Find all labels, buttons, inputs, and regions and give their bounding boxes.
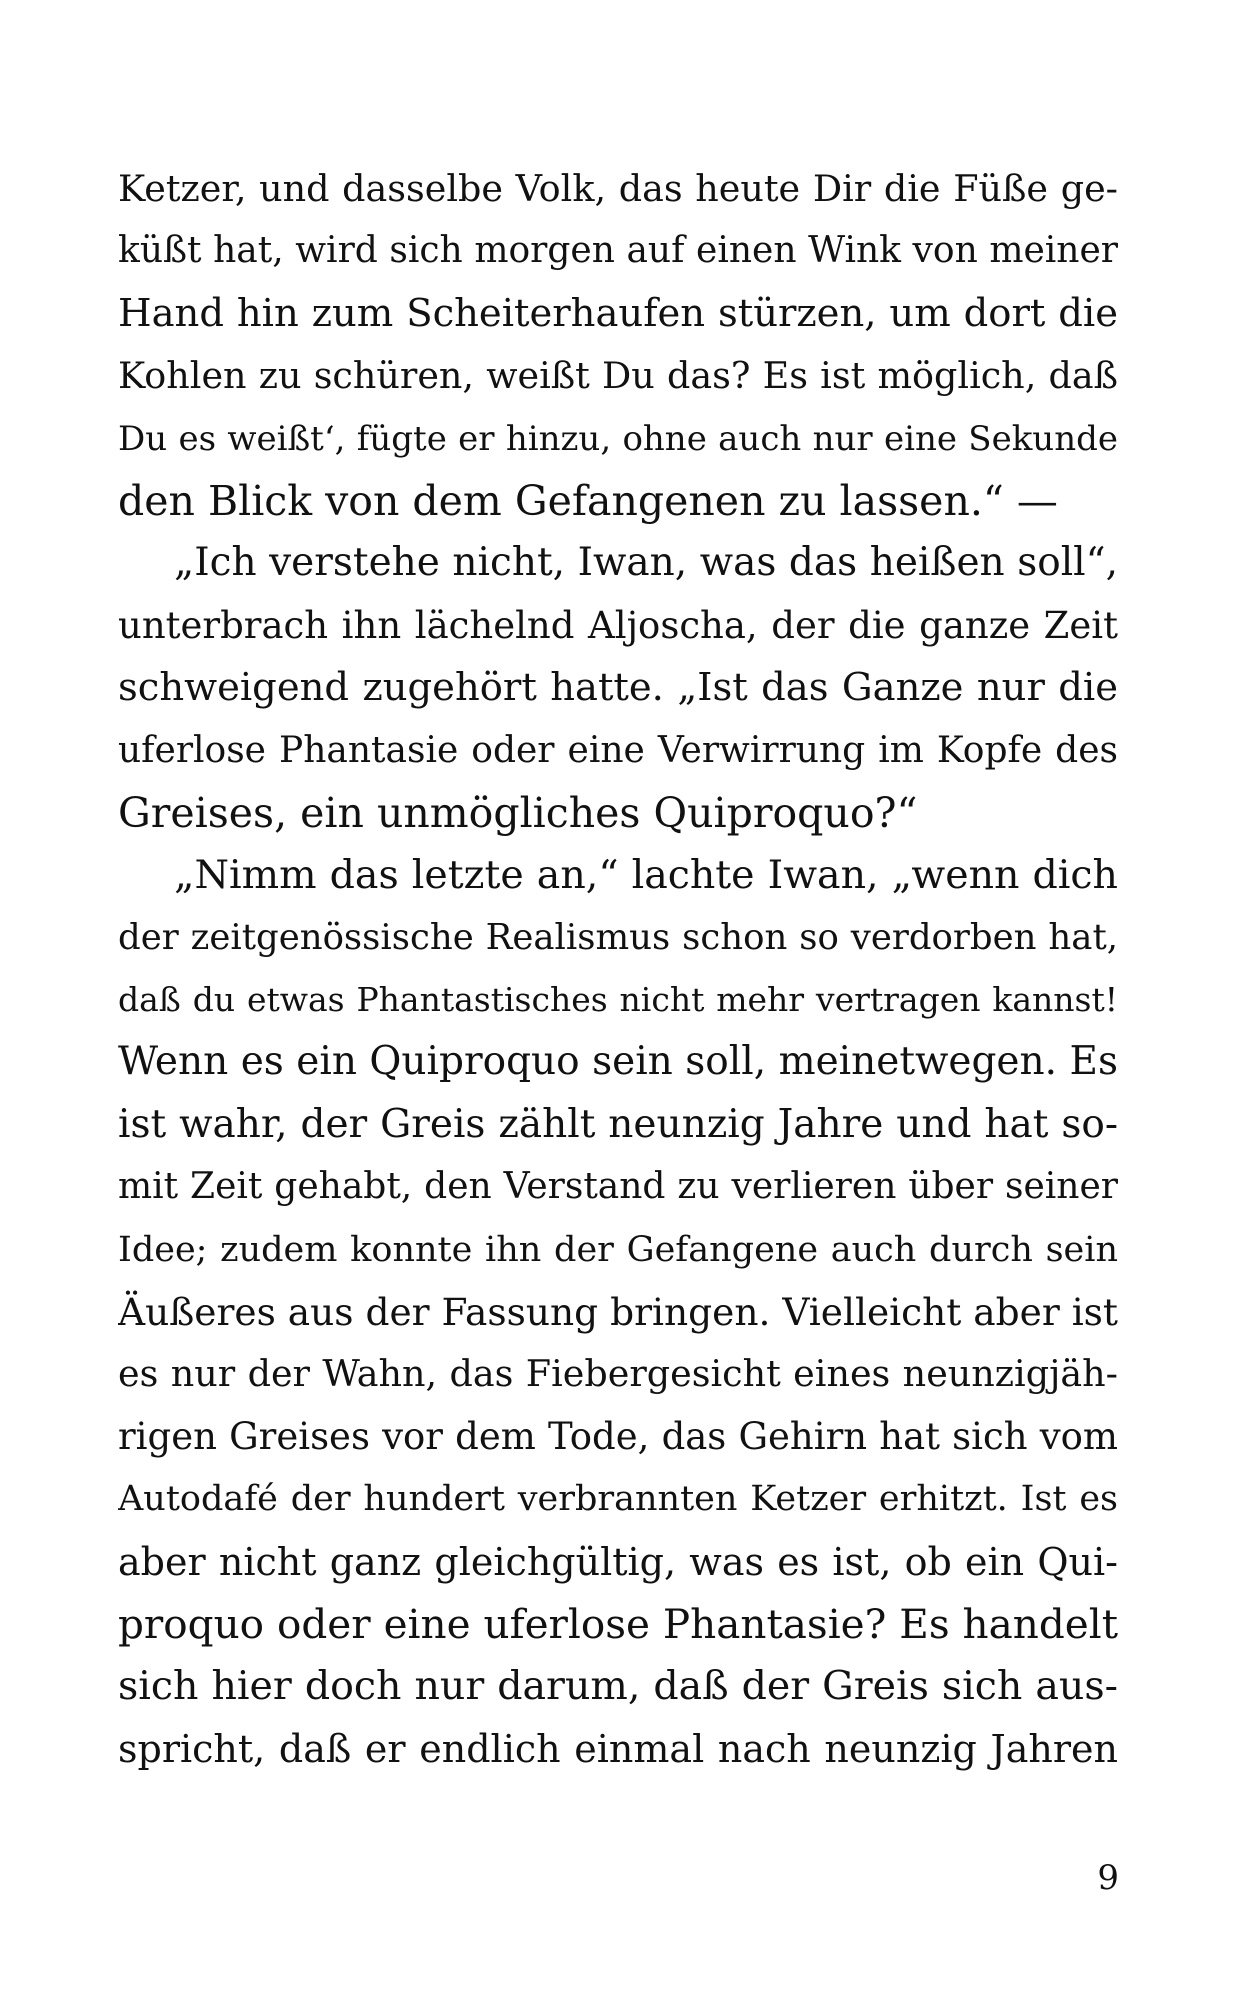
page-number: 9 xyxy=(1097,1858,1119,1898)
text-line: es nur der Wahn, das Fiebergesicht eines neunzigjäh- xyxy=(118,1352,1118,1396)
text-line: Autodafé der hundert verbrannten Ketzer erhitzt. Ist es xyxy=(118,1479,1118,1520)
text-line: daß du etwas Phantastisches nicht mehr vertragen kannst! xyxy=(118,980,1118,1020)
text-line: ist wahr, der Greis zählt neunzig Jahre und hat so- xyxy=(118,1101,1118,1147)
text-line: den Blick von dem Gefangenen zu lassen.“ — xyxy=(118,476,1058,525)
text-line: proquo oder eine uferlose Phantasie? Es handelt xyxy=(118,1599,1118,1648)
text-line: Äußeres aus der Fassung bringen. Vielleicht aber ist xyxy=(118,1290,1118,1335)
text-line: Du es weißt‘, fügte er hinzu, ohne auch nur eine Sekunde xyxy=(118,418,1118,459)
text-line: Greises, ein unmögliches Quiproquo?“ xyxy=(118,788,918,837)
text-line: Idee; zudem konnte ihn der Gefangene auch durch sein xyxy=(118,1229,1118,1270)
text-line: mit Zeit gehabt, den Verstand zu verlieren über seiner xyxy=(118,1166,1118,1208)
text-line: sich hier doch nur darum, daß der Greis sich aus- xyxy=(118,1663,1118,1710)
text-line: Hand hin zum Scheiterhaufen stürzen, um dort die xyxy=(118,290,1118,336)
text-line: uferlose Phantasie oder eine Verwirrung im Kopfe des xyxy=(118,729,1118,771)
text-line: „Ich verstehe nicht, Iwan, was das heißen soll“, xyxy=(174,540,1118,586)
text-line: küßt hat, wird sich morgen auf einen Wink von meiner xyxy=(118,230,1118,272)
text-line: rigen Greises vor dem Tode, das Gehirn hat sich vom xyxy=(118,1414,1118,1458)
body-text xyxy=(118,158,1118,1780)
text-line: spricht, daß er endlich einmal nach neunzig Jahren xyxy=(118,1726,1118,1771)
text-line: der zeitgenössische Realismus schon so verdorben hat, xyxy=(118,916,1118,958)
text-line: schweigend zugehört hatte. „Ist das Ganze nur die xyxy=(118,665,1118,711)
text-line: Ketzer, und dasselbe Volk, das heute Dir die Füße ge- xyxy=(118,167,1118,210)
text-line: Kohlen zu schüren, weißt Du das? Es ist möglich, daß xyxy=(118,354,1118,398)
text-line: aber nicht ganz gleichgültig, was es ist, ob ein Qui- xyxy=(118,1539,1118,1584)
text-line: „Nimm das letzte an,“ lachte Iwan, „wenn dich xyxy=(174,852,1118,899)
text-line: Wenn es ein Quiproquo sein soll, meinetwegen. Es xyxy=(118,1039,1118,1085)
text-line: unterbrach ihn lächelnd Aljoscha, der die ganze Zeit xyxy=(118,603,1118,647)
